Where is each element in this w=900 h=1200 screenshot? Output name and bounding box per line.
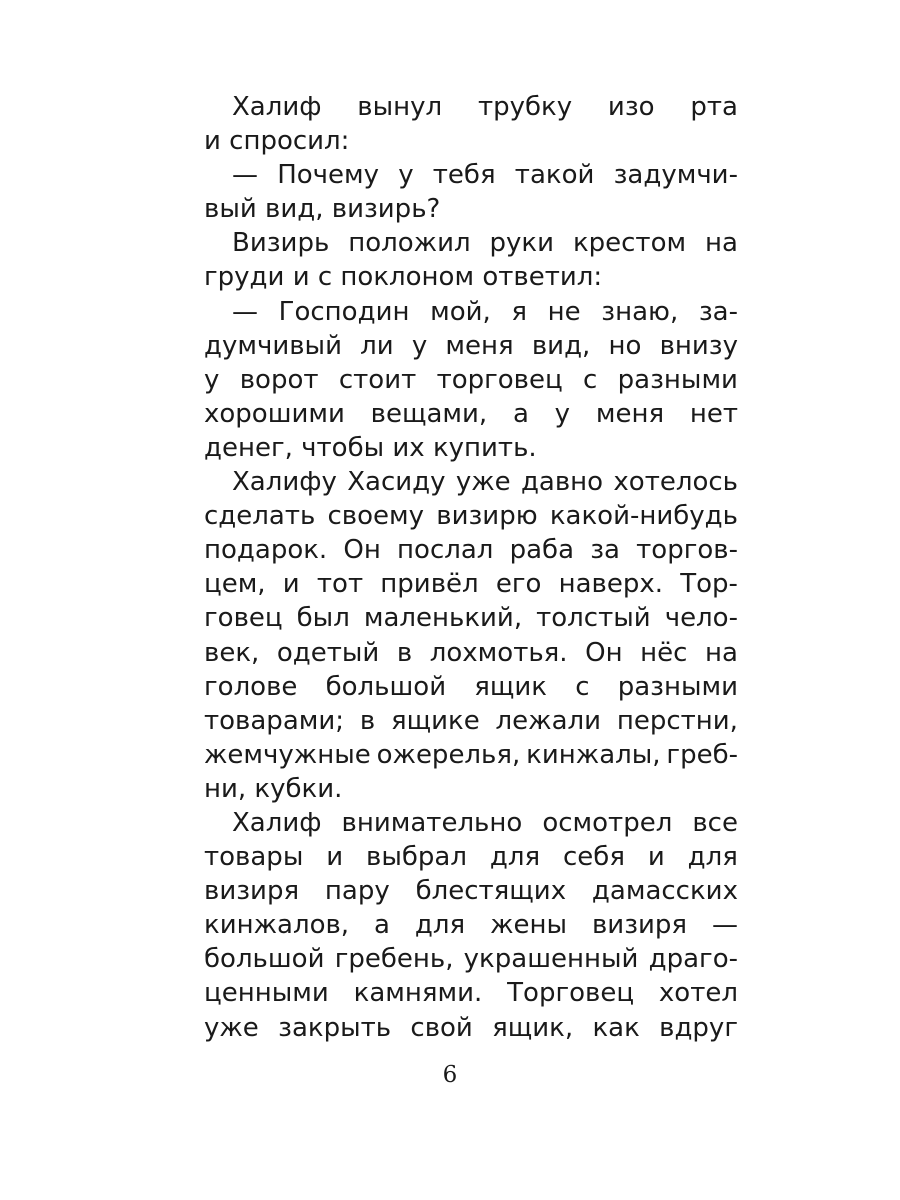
text-line: хорошими вещами, а у меня нет	[204, 398, 738, 429]
text-line: подарок. Он послал раба за торгов-	[204, 535, 738, 566]
text-line: жемчужные ожерелья, кинжалы, греб-	[204, 739, 738, 770]
text-line: сделать своему визирю какой-нибудь	[204, 501, 738, 532]
text-line: цем, и тот привёл его наверх. Тор-	[204, 569, 738, 600]
text-line: ценными камнями. Торговец хотел	[204, 978, 738, 1009]
text-line: кинжалов, а для жены визиря —	[204, 910, 738, 941]
text-line: товары и выбрал для себя и для	[204, 842, 738, 873]
text-line: голове большой ящик с разными	[204, 671, 738, 702]
text-line: уже закрыть свой ящик, как вдруг	[204, 1012, 738, 1043]
text-line: большой гребень, украшенный драго-	[204, 944, 738, 975]
page-number: 6	[442, 1062, 458, 1088]
paragraph	[204, 295, 738, 465]
text-line: говец был маленький, толстый чело-	[204, 603, 738, 634]
text-line: денег, чтобы их купить.	[204, 432, 537, 463]
text-line: век, одетый в лохмотья. Он нёс на	[204, 637, 738, 668]
paragraph	[204, 90, 738, 158]
text-line: Халифу Хасиду уже давно хотелось	[232, 467, 738, 498]
paragraph	[204, 226, 738, 294]
text-line: Халиф внимательно осмотрел все	[232, 807, 738, 838]
text-line: Визирь положил руки крестом на	[232, 228, 738, 259]
text-column	[204, 90, 738, 1045]
text-line: Халиф вынул трубку изо рта	[232, 92, 738, 122]
text-line: визиря пару блестящих дамасских	[204, 876, 738, 907]
paragraph	[204, 465, 738, 806]
paragraph	[204, 158, 738, 226]
text-line: вый вид, визирь?	[204, 194, 441, 225]
text-line: и спросил:	[204, 126, 350, 157]
text-line: ни, кубки.	[204, 773, 343, 804]
text-line: товарами; в ящике лежали перстни,	[204, 705, 738, 736]
text-line: думчивый ли у меня вид, но внизу	[204, 330, 738, 361]
text-line: у ворот стоит торговец с разными	[204, 364, 738, 395]
text-line: груди и с поклоном ответил:	[204, 262, 603, 293]
paragraph	[204, 806, 738, 1045]
text-line: — Господин мой, я не знаю, за-	[232, 296, 738, 327]
text-line: — Почему у тебя такой задумчи-	[232, 160, 738, 191]
